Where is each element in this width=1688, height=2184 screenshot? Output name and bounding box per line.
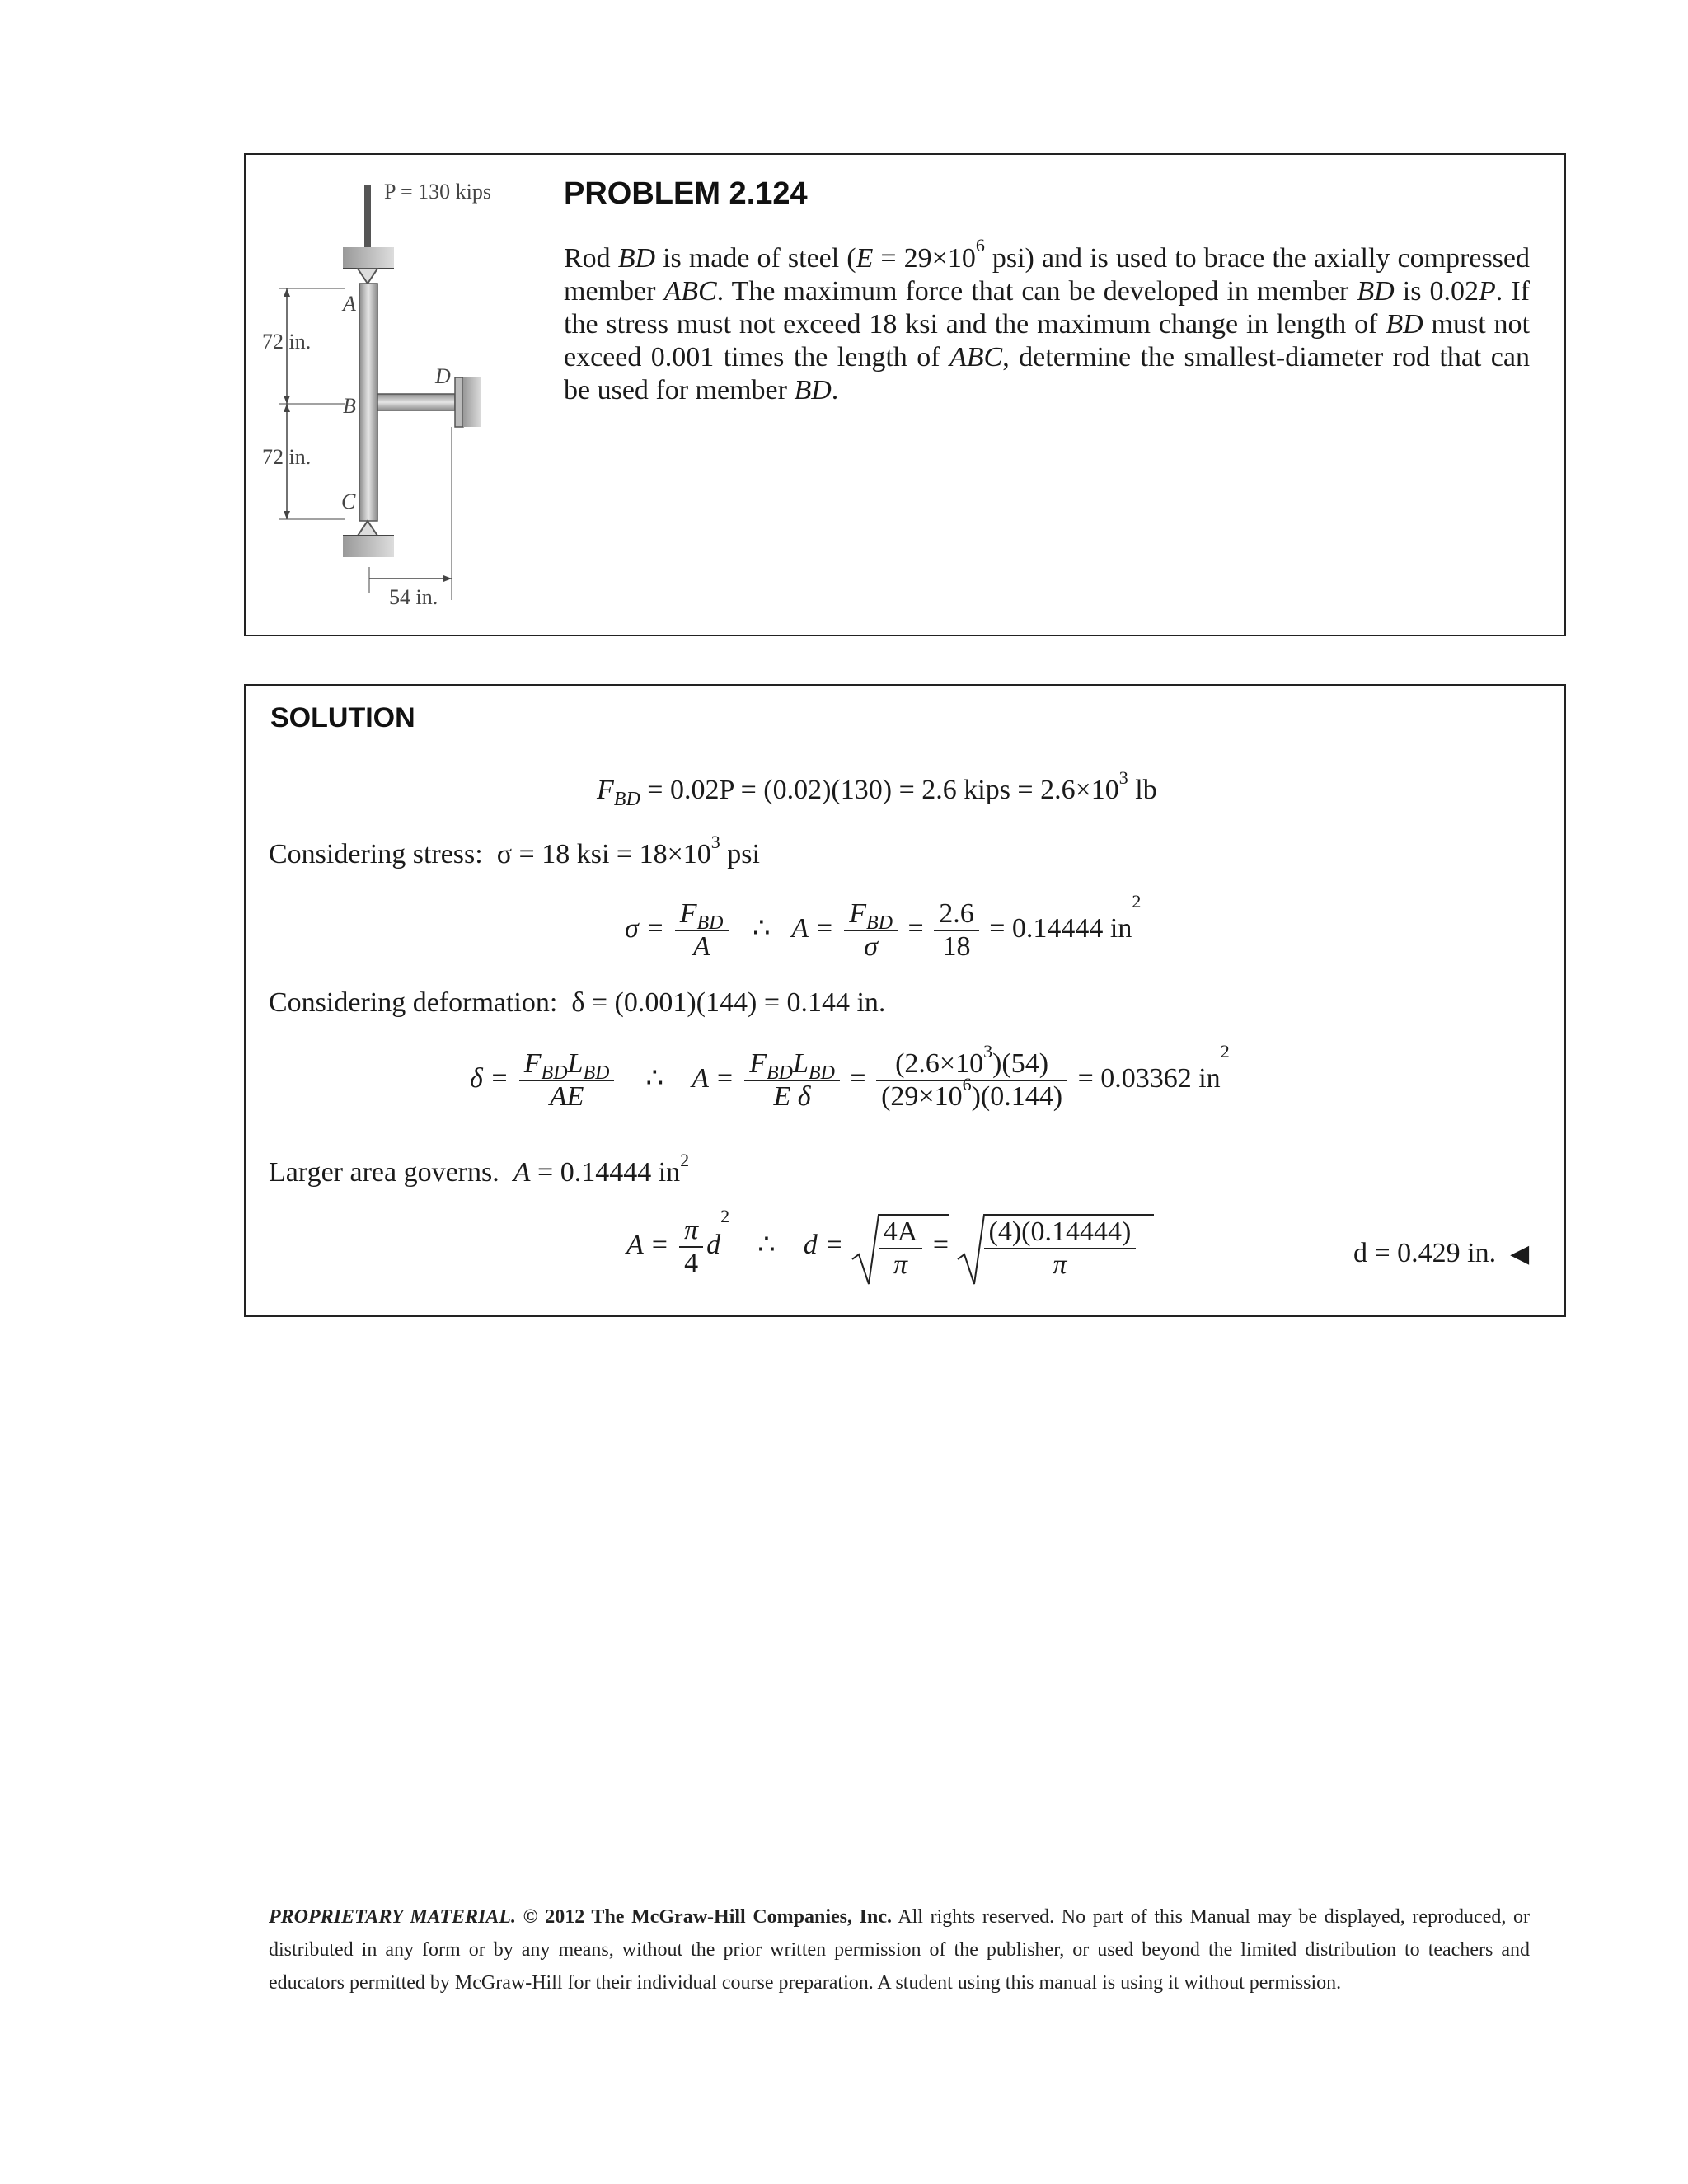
stress-line: Considering stress: σ = 18 ksi = $18\times 10^3$ psi <box>269 832 760 869</box>
solution-box <box>244 684 1566 1317</box>
structure-figure <box>246 155 559 638</box>
final-answer: d = 0.429 in. ◀ <box>1353 1238 1530 1268</box>
sqrt-4a-over-pi: $\frac{4A}{\pi}$ <box>851 1213 926 1281</box>
problem-statement: Rod BD is made of steel ($E = 29\times 10^6$ psi) and is used to brace the axially compressed member ABC. The maximum force that can be developed in member BD is 0.02P. If the stress must not exceed 18 ksi and the maximum change in length of BD must not exceed 0.001 times the length of ABC, determine the smallest-diameter rod that can be used for member BD. <box>564 235 1530 405</box>
point-a-label: A <box>343 292 356 316</box>
problem-box <box>244 153 1566 636</box>
load-label: P = 130 kips <box>384 180 491 204</box>
solution-title: SOLUTION <box>270 702 415 733</box>
deformation-area-equation: δ = $\frac{F_{BD}L_{BD}}{AE}$ ∴ A = $\frac{F_{BD}L_{BD}}{\text{E δ}}$ = $\frac{(2.6\times 10^3)(54)}{(29\times 10^6)(0.144)}$ = 0.03362 $in^2$ <box>470 1041 1230 1112</box>
governs-line: Larger area governs. A = 0.14444 $in^2$ <box>269 1150 690 1188</box>
point-c-label: C <box>341 490 356 513</box>
point-b-label: B <box>343 394 356 418</box>
copyright-footer: PROPRIETARY MATERIAL. © 2012 The McGraw-Hill Companies, Inc. All rights reserved. No part of this Manual may be displayed, reproduced, or distributed in any form or by any means, without the prior written permission of the publisher, or used beyond the limited distribution to teachers and educators permitted by McGraw-Hill for their individual course preparation. A student using this manual is using it without permission. <box>269 1906 1530 1994</box>
stress-area-equation: σ = $\frac{F_{BD}}{A}$ ∴ A = $\frac{F_{BD}}{\sigma}$ = $\frac{2.6}{18}$ = 0.14444 $in^2$ <box>625 891 1142 962</box>
diameter-equation: A = $\frac{\pi}{4}$ $d^2$ ∴ d = $\frac{4A}{\pi}$ = $\frac{(4)(0.14444)}{\pi}$ <box>626 1213 1139 1281</box>
dim-bd-label: 54 in. <box>389 585 438 609</box>
point-d-label: D <box>435 364 451 388</box>
answer-marker-icon: ◀ <box>1510 1240 1530 1268</box>
deformation-line: Considering deformation: δ = (0.001)(144) = 0.144 in. <box>269 987 886 1018</box>
problem-title: PROBLEM 2.124 <box>564 176 808 211</box>
dim-bc-label: 72 in. <box>262 445 312 469</box>
force-bd-equation: $F_{BD} = 0.02P = (0.02)(130) = 2.6$ kips = $2.6\times 10^3$ lb <box>597 767 1157 810</box>
sqrt-value-over-pi: $\frac{(4)(0.14444)}{\pi}$ <box>956 1213 1140 1281</box>
dim-ab-label: 72 in. <box>262 330 312 354</box>
